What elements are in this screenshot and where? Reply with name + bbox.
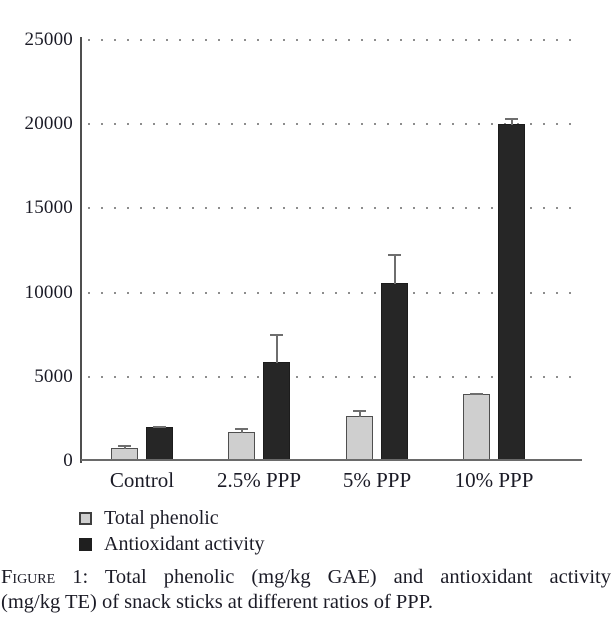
error-bar-cap [388, 254, 401, 256]
error-bar-cap [353, 410, 366, 412]
bar-total-phenolic-10-ppp [463, 394, 490, 461]
bar-total-phenolic-2-5-ppp [228, 432, 255, 461]
legend-item-antioxidant-activity [79, 531, 265, 557]
y-axis-tick-label: 15000 [24, 197, 73, 219]
bar-antioxidant-activity-control [146, 427, 173, 461]
x-axis-category-label-10-ppp: 10% PPP [454, 468, 534, 492]
legend-item-total-phenolic [79, 505, 265, 531]
caption-line-1-text: Total phenolic (mg/kg GAE) and antioxidant activity [104, 566, 611, 588]
legend-label-total-phenolic: Total phenolic [104, 507, 219, 529]
error-bar-antioxidant-activity-control [153, 426, 166, 428]
bar-antioxidant-activity-5-ppp [381, 283, 408, 462]
error-bar-cap [470, 393, 483, 395]
error-bar-total-phenolic-5-ppp [353, 410, 366, 418]
error-bar-antioxidant-activity-10-ppp [505, 118, 518, 126]
error-bar-antioxidant-activity-5-ppp [388, 254, 401, 283]
legend-swatch-gray-icon [79, 512, 92, 525]
error-bar-total-phenolic-2-5-ppp [235, 428, 248, 433]
y-axis-tick-label: 20000 [24, 113, 73, 135]
error-bar-cap [235, 428, 248, 430]
bar-antioxidant-activity-2-5-ppp [263, 362, 290, 461]
figure-caption [1, 565, 611, 615]
legend [79, 505, 265, 557]
error-bar-total-phenolic-control [118, 445, 131, 448]
x-axis-category-label-5-ppp: 5% PPP [342, 468, 412, 492]
error-bar-cap [153, 426, 166, 428]
y-axis-tick-label: 25000 [24, 29, 73, 50]
y-axis-tick-label: 10000 [24, 281, 73, 303]
error-bar-cap [118, 445, 131, 447]
error-bar-cap [270, 334, 283, 336]
x-axis-category-label-control: Control [109, 468, 175, 492]
gridline-25000 [88, 39, 578, 41]
y-axis-tick-label: 0 [63, 450, 73, 471]
error-bar-total-phenolic-10-ppp [470, 393, 483, 395]
x-axis-line [81, 459, 582, 461]
bar-antioxidant-activity-10-ppp [498, 124, 525, 461]
caption-line-1 [1, 565, 611, 590]
error-bar-cap [505, 118, 518, 120]
error-bar-antioxidant-activity-2-5-ppp [270, 334, 283, 363]
caption-line-2: (mg/kg TE) of snack sticks at different ratios of PPP. [1, 591, 433, 613]
error-bar-stem [394, 254, 396, 283]
plot-area [81, 40, 582, 461]
y-axis-tick-label: 5000 [34, 365, 73, 387]
error-bar-stem [276, 334, 278, 363]
x-axis-category-label-2-5-ppp: 2.5% PPP [216, 468, 302, 492]
legend-swatch-black-icon [79, 538, 92, 551]
legend-label-antioxidant-activity: Antioxidant activity [104, 533, 265, 555]
caption-figure-label: Figure 1: [1, 566, 89, 588]
bar-total-phenolic-5-ppp [346, 416, 373, 461]
